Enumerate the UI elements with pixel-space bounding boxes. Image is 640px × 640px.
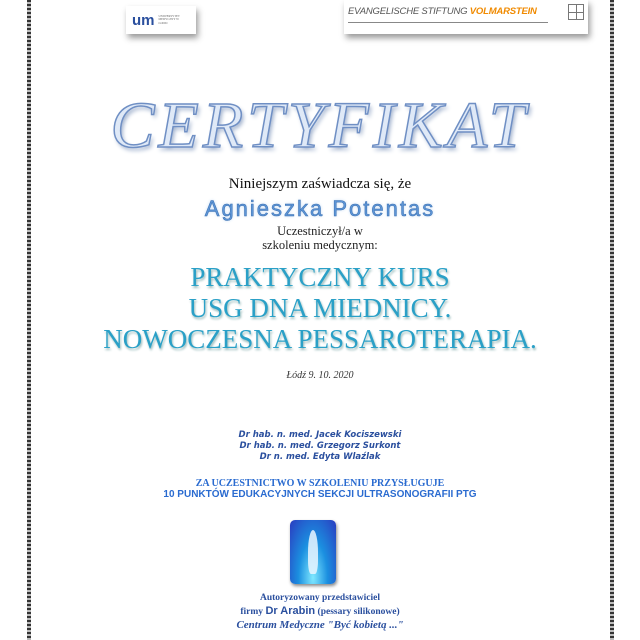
participation-text: Uczestniczył/a w szkoleniu medycznym: <box>262 224 378 252</box>
participant-name: Agnieszka Potentas <box>204 196 436 221</box>
woman-silhouette-image <box>290 520 336 584</box>
points-notice: ZA UCZESTNICTWO W SZKOLENIU PRZYSŁUGUJE 10 PUNKTÓW EDUKACYJNYCH SEKCJI ULTRASONOGRAFII PTG <box>163 478 477 500</box>
date: Łódź 9. 10. 2020 <box>286 370 354 381</box>
certificate-title: CERTYFIKAT <box>110 89 530 162</box>
intro-text: Niniejszym zaświadcza się, że <box>228 176 412 192</box>
volmarstein-logo <box>344 0 588 34</box>
um-mark: um <box>132 11 155 29</box>
doctors-list: Dr hab. n. med. Jacek Kociszewski Dr hab. n. med. Grzegorz Surkont Dr n. med. Edyta Wlaźlak <box>238 430 402 462</box>
authorized-representative: Autoryzowany przedstawiciel firmy Dr Arabin (pessary silikonowe) Centrum Medyczne "Być kobietą ..." <box>236 593 404 631</box>
foundation-name: EVANGELISCHE STIFTUNG VOLMARSTEIN <box>348 6 537 17</box>
course-title: PRAKTYCZNY KURS USG DNA MIEDNICY. NOWOCZESNA PESSAROTERAPIA. <box>103 262 537 354</box>
university-name: UNIWERSYTET MEDYCZNY W ŁODZI <box>158 13 180 25</box>
university-logo <box>126 6 196 34</box>
logo-divider <box>348 22 548 23</box>
cross-box-icon <box>568 4 584 20</box>
